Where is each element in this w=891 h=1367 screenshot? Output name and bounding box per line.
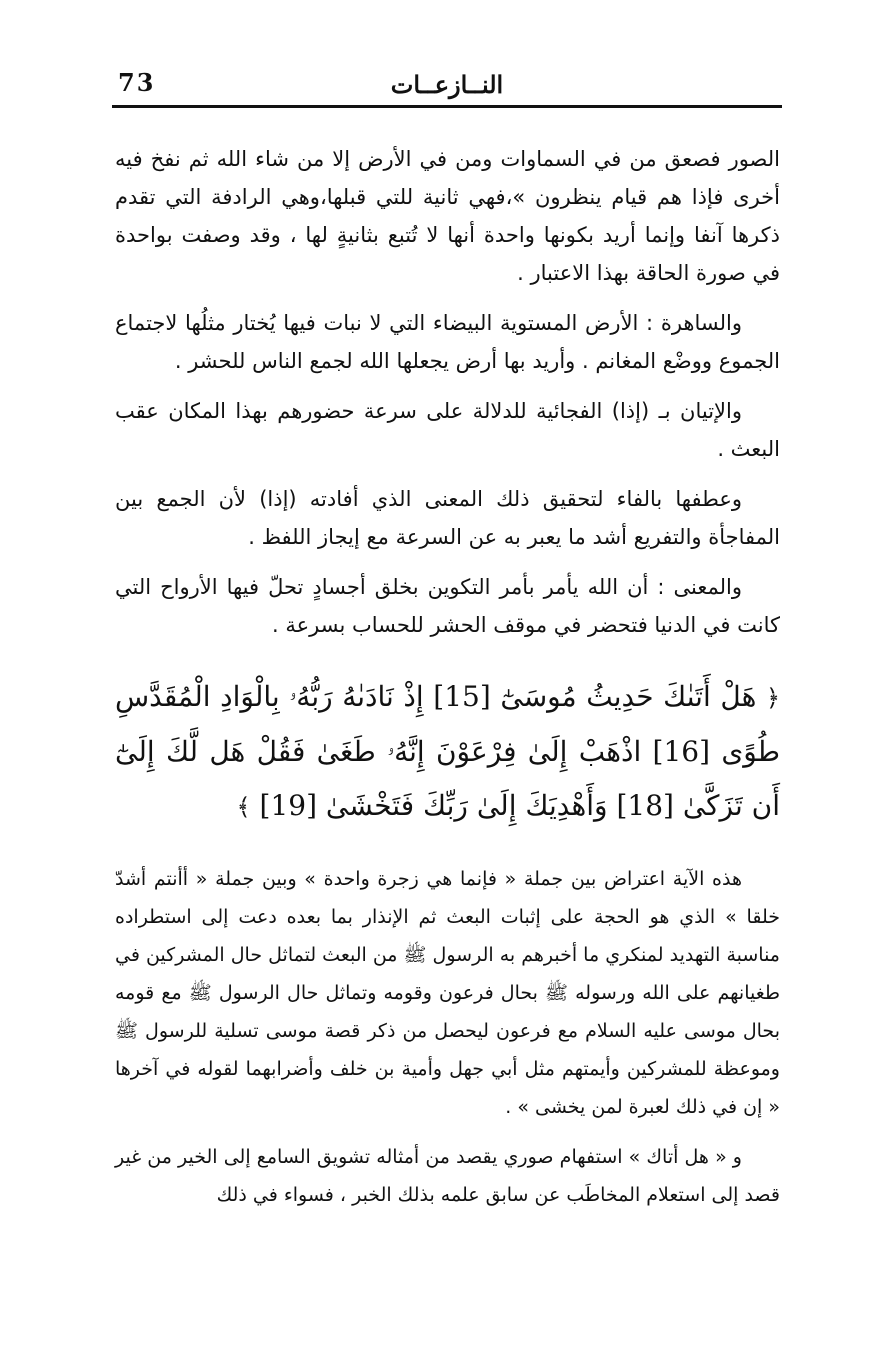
- paragraph-hal-ataka: و « هل أتاك » استفهام صوري يقصد من أمثاله تشويق السامع إلى الخير من غير قصد إلى استعلام المخاطَب عن سابق علمه بذلك الخبر ، فسواء في ذلك: [115, 1146, 780, 1206]
- paragraph-sahira: والساهرة : الأرض المستوية البيضاء التي لا نبات فيها يُختار مثلُها لاجتماع الجموع ووضْع المغانم . وأريد بها أرض يجعلها الله لجمع الناس للحشر .: [115, 311, 780, 373]
- paragraph-meaning: والمعنى : أن الله يأمر بأمر التكوين بخلق أجسادٍ تحلّ فيها الأرواح التي كانت في الدنيا فتحضر في موقف الحشر للحساب بسرعة .: [115, 575, 780, 637]
- paragraph-continuation: الصور فصعق من في السماوات ومن في الأرض إلا من شاء الله ثم نفخ فيه أخرى فإذا هم قيام ينظرون »،فهي ثانية للتي قبلها،وهي الرادفة التي تقدم ذكرها آنفا وإنما أريد بكونها واحدة أنها لا تُتبع بثانيةٍ لها ، وقد وصفت بواحدة في صورة الحاقة بهذا الاعتبار .: [115, 147, 780, 285]
- page-number: 73: [118, 68, 156, 97]
- paragraph-commentary: هذه الآية اعتراض بين جملة « فإنما هي زجرة واحدة » وبين جملة « أأنتم أشدّ خلقا » الذي هو الحجة على إثبات البعث ثم الإنذار بما بعده دعت إلى استطراده مناسبة التهديد لمنكري ما أخبرهم به الرسول ﷺ من البعث لتماثل حال المشركين في طغيانهم على الله ورسوله ﷺ بحال فرعون وقومه وتماثل حال الرسول ﷺ مع قومه بحال موسى عليه السلام مع فرعون ليحصل من ذكر قصة موسى تسلية للرسول ﷺ وموعظة للمشركين وأيمتهم مثل أبي جهل وأمية بن خلف وأضرابهما لقوله في آخرها « إن في ذلك لعبرة لمن يخشى » .: [115, 868, 780, 1118]
- page-body: [115, 140, 780, 1226]
- running-title: النــازعــات: [390, 70, 504, 99]
- quran-verse: [115, 670, 780, 834]
- paragraph-idha: والإتيان بـ (إذا) الفجائية للدلالة على سرعة حضورهم بهذا المكان عقب البعث .: [115, 399, 780, 461]
- verse-open-bracket: ﴿: [765, 684, 781, 712]
- paragraph-atf: وعطفها بالفاء لتحقيق ذلك المعنى الذي أفادته (إذا) لأن الجمع بين المفاجأة والتفريع أشد ما يعبر به عن السرعة مع إيجاز اللفظ .: [115, 487, 780, 549]
- page-header: [112, 62, 782, 106]
- verse-close-bracket: ﴾: [236, 793, 251, 821]
- verse-text: هَلْ أَتَىٰكَ حَدِيثُ مُوسَىٰٓ [15] إِذْ نَادَىٰهُ رَبُّهُۥ بِالْوَادِ الْمُقَدَّسِ طُوًى [16] اذْهَبْ إِلَىٰ فِرْعَوْنَ إِنَّهُۥ طَغَىٰ فَقُلْ هَل لَّكَ إِلَىٰٓ أَن تَزَكَّىٰ [18] وَأَهْدِيَكَ إِلَىٰ رَبِّكَ فَتَخْشَىٰ [19]: [115, 680, 781, 822]
- header-rule: [112, 105, 782, 108]
